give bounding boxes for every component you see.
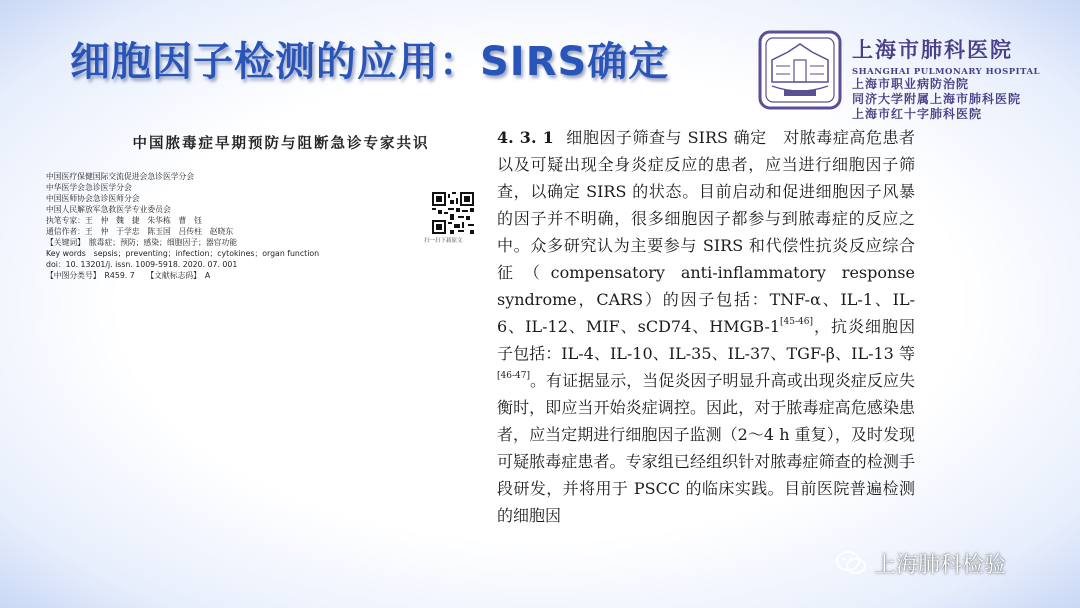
- hospital-logo-seal: [758, 30, 842, 110]
- org-item: 中国人民解放军急救医学专业委员会: [46, 205, 171, 214]
- experts-line: 执笔专家：王 仲 魏 捷 朱华栋 曹 钰: [46, 216, 202, 225]
- keywords-cn: 【关键词】 脓毒症；预防；感染；细胞因子；器官功能: [46, 238, 238, 247]
- slide-title: 细胞因子检测的应用：SIRS确定: [70, 39, 670, 85]
- section-heading: 细胞因子筛查与 SIRS 确定: [565, 128, 767, 147]
- classification-line: 【中图分类号】 R459. 7 【文献标志码】 A: [46, 271, 211, 280]
- wechat-icon: [836, 550, 866, 576]
- qr-caption: 扫一扫下载原文: [424, 238, 463, 244]
- hospital-line-1: 上海市职业病防治院: [852, 77, 970, 91]
- keywords-en: Key words sepsis；preventing；infection；cytokines；organ function: [46, 249, 320, 258]
- reference-1: [45-46]: [780, 317, 814, 327]
- org-item: 中国医疗保健国际交流促进会急诊医学分会: [46, 172, 195, 181]
- authors-line: 通信作者：王 仲 于学忠 陈玉国 吕传柱 赵晓东: [46, 227, 234, 236]
- org-list: [46, 171, 476, 215]
- wechat-watermark: [836, 546, 1006, 580]
- paper-title: 中国脓毒症早期预防与阻断急诊专家共识: [132, 135, 430, 152]
- body-text-1: 对脓毒症高危患者以及可疑出现全身炎症反应的患者，应当进行细胞因子筛查，以确定 SIRS 的状态。目前启动和促进细胞因子风暴的因子并不明确，很多细胞因子都参与到脓毒症的反应之中。众多研究认为主要参与 SIRS 和代偿性抗炎反应综合征（compensatory anti-inflammatory response syndrome，CARS）的因子包括：TNF-α、IL-1、IL-6、IL-12、MIF、sCD74、HMGB-1: [497, 128, 915, 336]
- hospital-line-3: 上海市红十字肺科医院: [852, 107, 983, 121]
- body-text-2: ，抗炎细胞因子包括：IL-4、IL-10、IL-35、IL-37、TGF-β、IL-13 等: [497, 317, 915, 363]
- hospital-name-en: SHANGHAI PULMONARY HOSPITAL: [852, 67, 1041, 77]
- hospital-name: 上海市肺科医院: [852, 37, 1013, 62]
- org-item: 中国医师协会急诊医师分会: [46, 194, 140, 203]
- body-text-3: 。有证据显示，当促炎因子明显升高或出现炎症反应失衡时，即应当开始炎症调控。因此，对于脓毒症高危感染患者，应当定期进行细胞因子监测（2～4 h 重复），及时发现可疑脓毒症患者。专家组已经组织针对脓毒症筛查的检测手段研发，并将用于 PSCC 的临床实践。目前医院普遍检测的细胞因: [497, 371, 915, 525]
- hospital-line-2: 同济大学附属上海市肺科医院: [852, 92, 1022, 106]
- hospital-logo-text: [852, 34, 1040, 122]
- org-item: 中华医学会急诊医学分会: [46, 183, 132, 192]
- paper-excerpt: [46, 120, 476, 281]
- watermark-text: 上海肺科检验: [874, 552, 1007, 578]
- reference-2: [46-47]: [497, 371, 530, 381]
- section-number: 4. 3. 1: [497, 128, 554, 147]
- doi-line: doi：10. 13201/j. issn. 1009-5918. 2020. 07. 001: [46, 260, 238, 269]
- consensus-text: [497, 124, 915, 529]
- qr-code-icon: [432, 192, 474, 234]
